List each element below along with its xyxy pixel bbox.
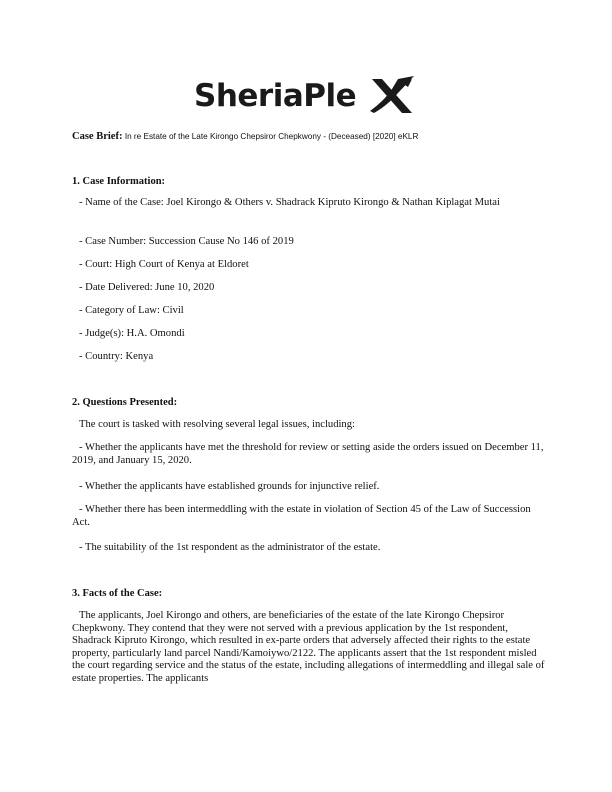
sheriaplex-logo [190,72,422,120]
question-item: - Whether there has been intermeddling with the estate in violation of Section 45 of the Law of Succession Act. [72,504,531,528]
info-item: - Date Delivered: June 10, 2020 [79,282,215,293]
case-brief-text: In re Estate of the Late Kirongo Chepsiror Chepkwony - (Deceased) [2020] eKLR [124,132,419,141]
logo-wordmark: SheriaPle [194,78,357,114]
info-item: - Country: Kenya [79,351,154,362]
questions-intro: The court is tasked with resolving several legal issues, including: [79,419,355,430]
section-heading-questions-presented: 2. Questions Presented: [72,397,178,408]
question-item: - Whether the applicants have established grounds for injunctive relief. [79,481,380,492]
logo-x-mark [368,75,418,117]
info-item: - Name of the Case: Joel Kirongo & Others v. Shadrack Kipruto Kirongo & Nathan Kiplagat Mutai [79,197,500,208]
case-brief-label: Case Brief: [72,131,123,142]
question-item: - The suitability of the 1st respondent as the administrator of the estate. [79,542,381,553]
question-item: - Whether the applicants have met the threshold for review or setting aside the orders issued on December 11, 2019, and January 15, 2020. [72,442,544,466]
info-item: - Judge(s): H.A. Omondi [79,328,185,339]
case-brief-title [72,131,418,142]
info-item: - Category of Law: Civil [79,305,184,316]
info-item: - Court: High Court of Kenya at Eldoret [79,259,249,270]
section-heading-case-information: 1. Case Information: [72,176,166,187]
section-heading-facts: 3. Facts of the Case: [72,588,163,599]
info-item: - Case Number: Succession Cause No 146 of 2019 [79,236,294,247]
facts-paragraph: The applicants, Joel Kirongo and others, are beneficiaries of the estate of the late Kirongo Chepsiror Chepkwony. They contend that they were not served with a previous application by the 1st respondent, Shadrack Kipruto Kirongo, which resulted in ex-parte orders that adversely affected their rights to the estate property, particularly land parcel Nandi/Kamoiywo/2122. The applicants assert that the 1st respondent misled the court regarding service and the status of the estate, including allegations of intermeddling and illegal sale of estate properties. The applicants [72,610,545,684]
